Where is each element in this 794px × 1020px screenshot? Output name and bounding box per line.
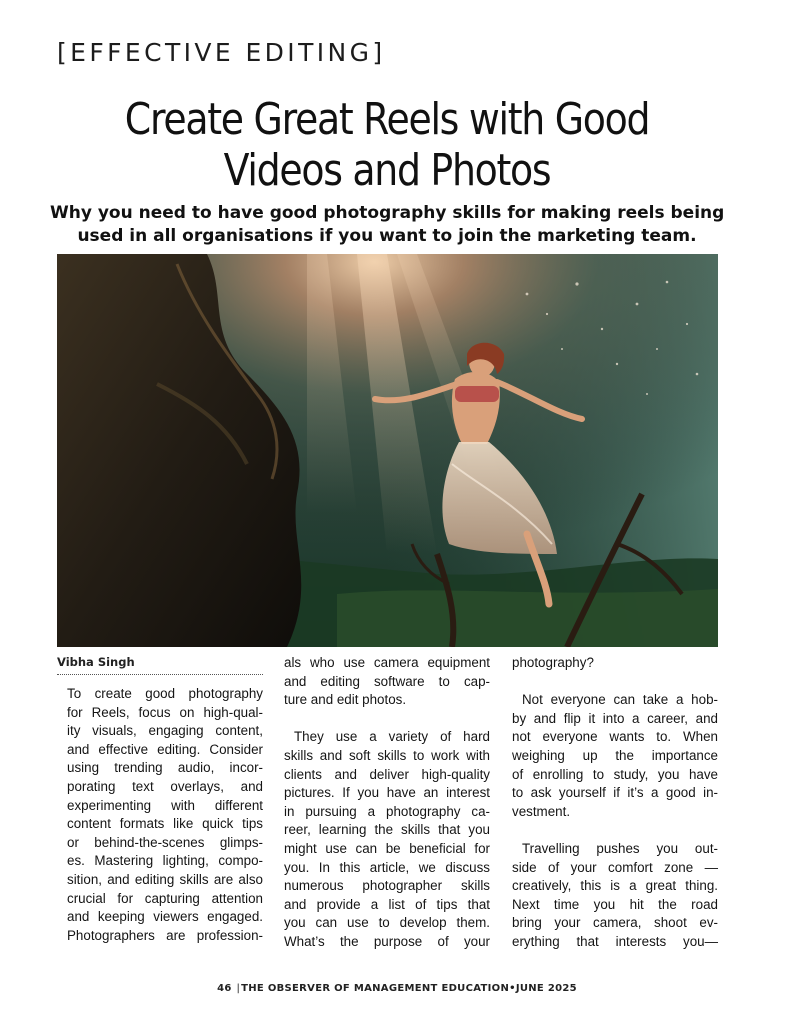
- text-line: you. In this article, we discuss: [284, 859, 490, 875]
- article-column-2: [284, 654, 490, 952]
- text-line: and keeping viewers engaged.: [67, 909, 263, 925]
- text-line: not everyone wants to. When: [512, 729, 718, 745]
- text-line: Photographers are profession-: [67, 927, 263, 943]
- text-line: or behind-the-scenes glimps-: [67, 834, 263, 850]
- text-line: side of your comfort zone —: [512, 859, 718, 875]
- publication-name: THE OBSERVER OF MANAGEMENT EDUCATION: [241, 983, 510, 994]
- text-line: Not everyone can take a hob-: [522, 692, 718, 708]
- headline-line-1: Create Great Reels with Good: [124, 94, 650, 145]
- underwater-dancer-photo: [57, 254, 718, 647]
- issue-date: JUNE 2025: [515, 983, 577, 994]
- footer-bullet: •: [509, 983, 516, 994]
- text-line: What’s the purpose of your: [284, 933, 490, 949]
- hero-photo: [57, 254, 718, 647]
- footer-separator: |: [236, 983, 241, 994]
- text-line: in pursuing a photography ca-: [284, 803, 490, 819]
- text-line: for Reels, focus on high-qual-: [67, 704, 263, 720]
- page-footer: [0, 983, 794, 994]
- text-line: They use a variety of hard: [294, 729, 490, 745]
- text-line: To create good photography: [67, 686, 263, 701]
- text-line: ity visuals, engaging content,: [67, 723, 263, 739]
- deck-line-1: Why you need to have good photography skills for making reels being: [50, 203, 725, 223]
- article-headline: [106, 94, 668, 196]
- text-line: and editing software to cap-: [284, 673, 490, 689]
- headline-line-2: Videos and Photos: [223, 145, 551, 196]
- text-line: content formats like quick tips: [67, 816, 263, 832]
- text-line: creatively, this is a great thing.: [512, 878, 718, 894]
- text-line: numerous photographer skills: [284, 878, 490, 894]
- text-line: es. Mastering lighting, compo-: [67, 853, 263, 869]
- deck-line-2: used in all organisations if you want to join the marketing team.: [77, 226, 697, 246]
- paragraph-career: [512, 691, 718, 821]
- text-line: and provide a list of tips that: [284, 896, 490, 912]
- text-line: weighing up the importance: [512, 747, 718, 763]
- text-line: crucial for capturing attention: [67, 890, 263, 906]
- text-line: porating text overlays, and: [67, 778, 263, 794]
- text-line: bring your camera, shoot ev-: [512, 915, 718, 931]
- byline: Vibha Singh: [57, 654, 263, 675]
- text-line: vestment.: [512, 803, 571, 819]
- text-line: ture and edit photos.: [284, 692, 407, 708]
- text-line: erything that interests you—: [512, 933, 718, 949]
- text-line: might use can be beneficial for: [284, 840, 490, 856]
- text-line: experimenting with different: [67, 797, 263, 813]
- paragraph-skills: [284, 728, 490, 951]
- text-line: you can use to develop them.: [284, 915, 490, 931]
- paragraph-continued: [512, 654, 718, 673]
- paragraph-continued: [284, 654, 490, 710]
- text-line: skills and soft skills to work with: [284, 747, 490, 763]
- article-deck: [50, 202, 724, 248]
- text-line: reer, learning the skills that you: [284, 822, 490, 838]
- paragraph-intro: [57, 685, 263, 945]
- section-tag: [EFFECTIVE EDITING]: [57, 38, 386, 67]
- text-line: and effective editing. Consider: [67, 741, 263, 757]
- text-line: using trending audio, incor-: [67, 760, 263, 776]
- text-line: sition, and editing skills are also: [67, 871, 263, 887]
- text-line: Travelling pushes you out-: [522, 840, 718, 856]
- article-column-3: [512, 654, 718, 952]
- text-line: Next time you hit the road: [512, 896, 718, 912]
- text-line: pictures. If you have an interest: [284, 785, 490, 801]
- text-line: by and flip it into a career, and: [512, 710, 718, 726]
- text-line: of enrolling to study, you have: [512, 766, 718, 782]
- text-line: to ask yourself if it’s a good in-: [512, 785, 718, 801]
- page-number: 46: [217, 983, 232, 994]
- article-column-1: [57, 654, 263, 945]
- text-line: photography?: [512, 655, 594, 670]
- text-line: als who use camera equipment: [284, 655, 490, 670]
- text-line: clients and deliver high-quality: [284, 766, 490, 782]
- paragraph-travel: [512, 840, 718, 952]
